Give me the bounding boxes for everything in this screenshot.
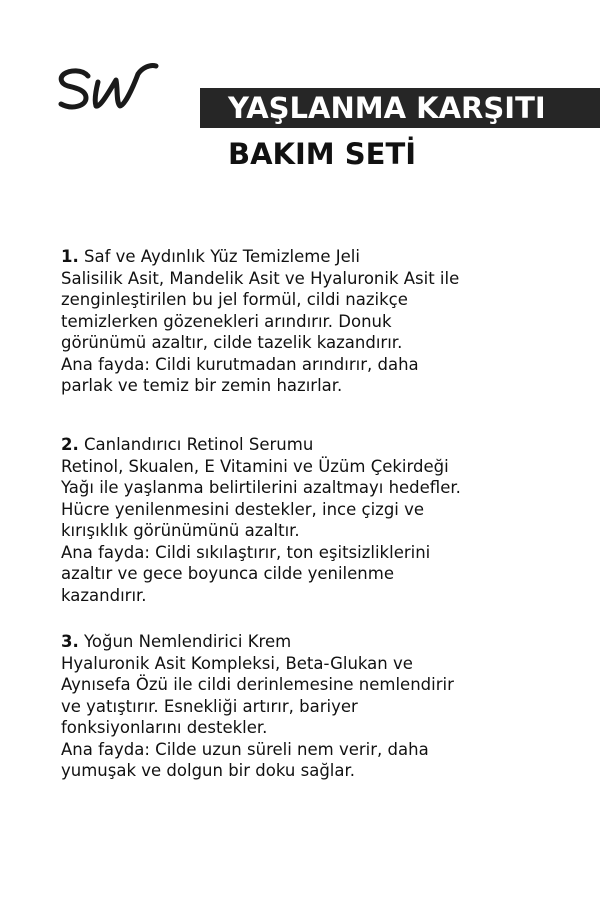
product-section-1	[61, 246, 581, 397]
product-number: 3.	[61, 632, 79, 651]
benefit-line: Ana fayda: Cilde uzun süreli nem verir, daha	[61, 739, 429, 759]
description-line: temizlerken gözenekleri arındırır. Donuk	[61, 311, 392, 331]
page-subtitle: BAKIM SETİ	[228, 137, 417, 171]
description-line: kırışıklık görünümünü azaltır.	[61, 521, 300, 540]
page-title: YAŞLANMA KARŞITI	[228, 91, 546, 125]
description-line: Retinol, Skualen, E Vitamini ve Üzüm Çekirdeği	[61, 456, 449, 476]
benefit-line: Ana fayda: Cildi kurutmadan arındırır, daha	[61, 354, 419, 374]
product-number: 2.	[61, 435, 79, 454]
description-line: fonksiyonlarını destekler.	[61, 718, 268, 737]
benefit-line: azaltır ve gece boyunca cilde yenilenme	[61, 564, 394, 583]
benefit-line: yumuşak ve dolgun bir doku sağlar.	[61, 761, 356, 780]
product-name: Saf ve Aydınlık Yüz Temizleme Jeli	[84, 247, 360, 266]
product-heading	[61, 434, 581, 456]
description-line: görünümü azaltır, cilde tazelik kazandırır.	[61, 333, 403, 352]
description-line: Hyaluronik Asit Kompleksi, Beta-Glukan ve	[61, 653, 413, 673]
product-name: Canlandırıcı Retinol Serumu	[84, 435, 314, 454]
product-name: Yoğun Nemlendirici Krem	[84, 632, 292, 651]
benefit-line: Ana fayda: Cildi sıkılaştırır, ton eşitsizliklerini	[61, 542, 431, 562]
description-line: ve yatıştırır. Esnekliği artırır, bariyer	[61, 696, 358, 716]
description-line: Hücre yenilenmesini destekler, ince çizgi ve	[61, 499, 425, 519]
product-section-3	[61, 631, 581, 782]
description-line: Aynısefa Özü ile cildi derinlemesine nemlendirir	[61, 675, 454, 694]
description-line: Yağı ile yaşlanma belirtilerini azaltmayı hedefler.	[61, 478, 461, 497]
product-section-2	[61, 434, 581, 606]
brand-logo-icon	[58, 60, 160, 116]
description-line: Salisilik Asit, Mandelik Asit ve Hyaluronik Asit ile	[61, 268, 460, 288]
product-heading	[61, 246, 581, 268]
product-number: 1.	[61, 247, 79, 266]
product-heading	[61, 631, 581, 653]
benefit-line: parlak ve temiz bir zemin hazırlar.	[61, 376, 343, 395]
description-line: zenginleştirilen bu jel formül, cildi nazikçe	[61, 290, 408, 309]
benefit-line: kazandırır.	[61, 585, 147, 605]
